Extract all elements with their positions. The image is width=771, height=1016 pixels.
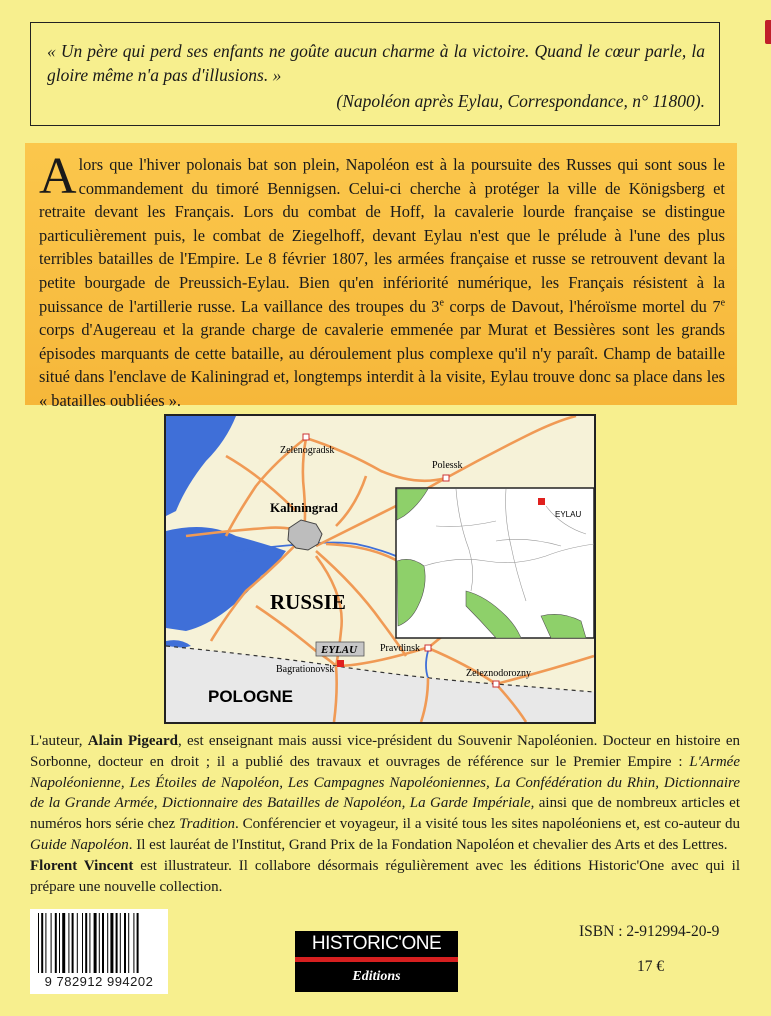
bio-tradition: Tradition [179,816,235,833]
label-pologne: POLOGNE [208,687,294,706]
bio-text-4: . Il est lauréat de l'Institut, Grand Prix de la Fondation Napoléon et chevalier des Arts et des Lettres. [128,836,728,853]
summary-text-1: lors que l'hiver polonais bat son plein, Napoléon est à la poursuite des Russes qui sont sous le commandement du timoré Bennigsen. Celui-ci cherche à protéger la ville de Königsberg et retraite devant les Français. Lors du combat de Hoff, la cavalerie lourde française se distingue particulièrement puis, le combat de Ziegelhoff, devant Eylau n'est que le prélude à l'une des plus terribles batailles de l'Empire. Le 8 février 1807, les armées française et russe se retrouvent devant la petite bourgade de Preussich-Eylau. Bien qu'en infériorité numérique, les Français résistent à la puissance de l'artillerie russe. La vaillance des troupes du 3 [39,155,725,316]
label-russie: RUSSIE [270,590,346,614]
zelenogradsk-marker [303,434,309,440]
side-tab-marker [765,20,771,44]
zheleznodorozny-marker [493,681,499,687]
author-bio [30,731,740,897]
summary-box [25,143,737,410]
illustrator-name: Florent Vincent [30,857,134,874]
superscript-2: e [720,297,726,309]
label-zelenogradsk: Zelenogradsk [280,445,335,456]
author-name: Alain Pigeard [87,733,178,749]
bio-guide: Guide Napoléon [30,836,129,853]
quote-text: « Un père qui perd ses enfants ne goûte aucun charme à la victoire. Quand le cœur parle, la gloire même n'a pas d'illusions. » [47,41,705,85]
publisher-sub: Editions [295,962,458,992]
price: 17 € [637,958,665,975]
quote-box [30,22,720,126]
bio-intro: L'auteur, [30,733,88,749]
drop-cap: A [39,148,77,205]
superscript-1: e [439,297,444,309]
label-pravdinsk: Pravdinsk [380,643,420,654]
label-bagrationovsk: Bagrationovsk [276,664,335,675]
bio-text-3: . Conférencier et voyageur, il a visité tous les sites napoléoniens et, est co-auteur du [234,816,740,833]
publisher-logo [295,931,458,992]
label-eylau: EYLAU [321,644,358,656]
region-map [164,414,596,724]
label-kaliningrad: Kaliningrad [270,500,338,515]
polessk-marker [443,475,449,481]
summary-text-2: corps de Davout, l'héroïsme mortel du 7 [443,296,721,316]
label-polessk: Polessk [432,460,463,471]
publisher-name: HISTORIC'ONE [295,931,458,957]
barcode-digits: 9 782912 994202 [44,974,154,989]
label-zheleznodorozny: Zeleznodorozny [466,668,531,679]
bio-text-2: ainsi que de nombreux articles et numéros hors série chez [30,795,740,833]
bio-titles: L'Armée Napoléonienne, Les Étoiles de Napoléon, Les Campagnes Napoléoniennes, La Confédération du Rhin, Dictionnaire de la Grande Armée, Dictionnaire des Batailles de Napoléon, La Garde Impériale, [30,753,740,812]
summary-text-3: corps d'Augereau et la grande charge de cavalerie emmenée par Murat et Bessières sont les grands épisodes marquants de cette bataille, au déroulement plus complexe qu'il n'y paraît. Champ de bataille situé dans l'enclave de Kaliningrad et, longtemps interdit à la visite, Eylau trouve donc sa place dans les « batailles oubliées ». [39,320,725,410]
barcode-bars [34,913,164,973]
barcode [30,909,168,994]
pravdinsk-marker [425,645,431,651]
eylau-marker [337,660,344,667]
bio-text-1: , est enseignant mais aussi vice-président du Souvenir Napoléonien. Docteur en histoire en Sorbonne, docteur en droit ; il a publié des travaux et ouvrages de référence sur le Premier Empire : [30,733,740,770]
isbn: ISBN : 2-912994-20-9 [579,923,720,940]
label-inset-eylau: EYLAU [555,510,582,519]
quote-source: (Napoléon après Eylau, Correspondance, n° 11800). [336,91,705,111]
bio-text-5: est illustrateur. Il collabore désormais régulièrement avec les éditions Historic'One avec qui il prépare une nouvelle collection. [30,857,740,895]
